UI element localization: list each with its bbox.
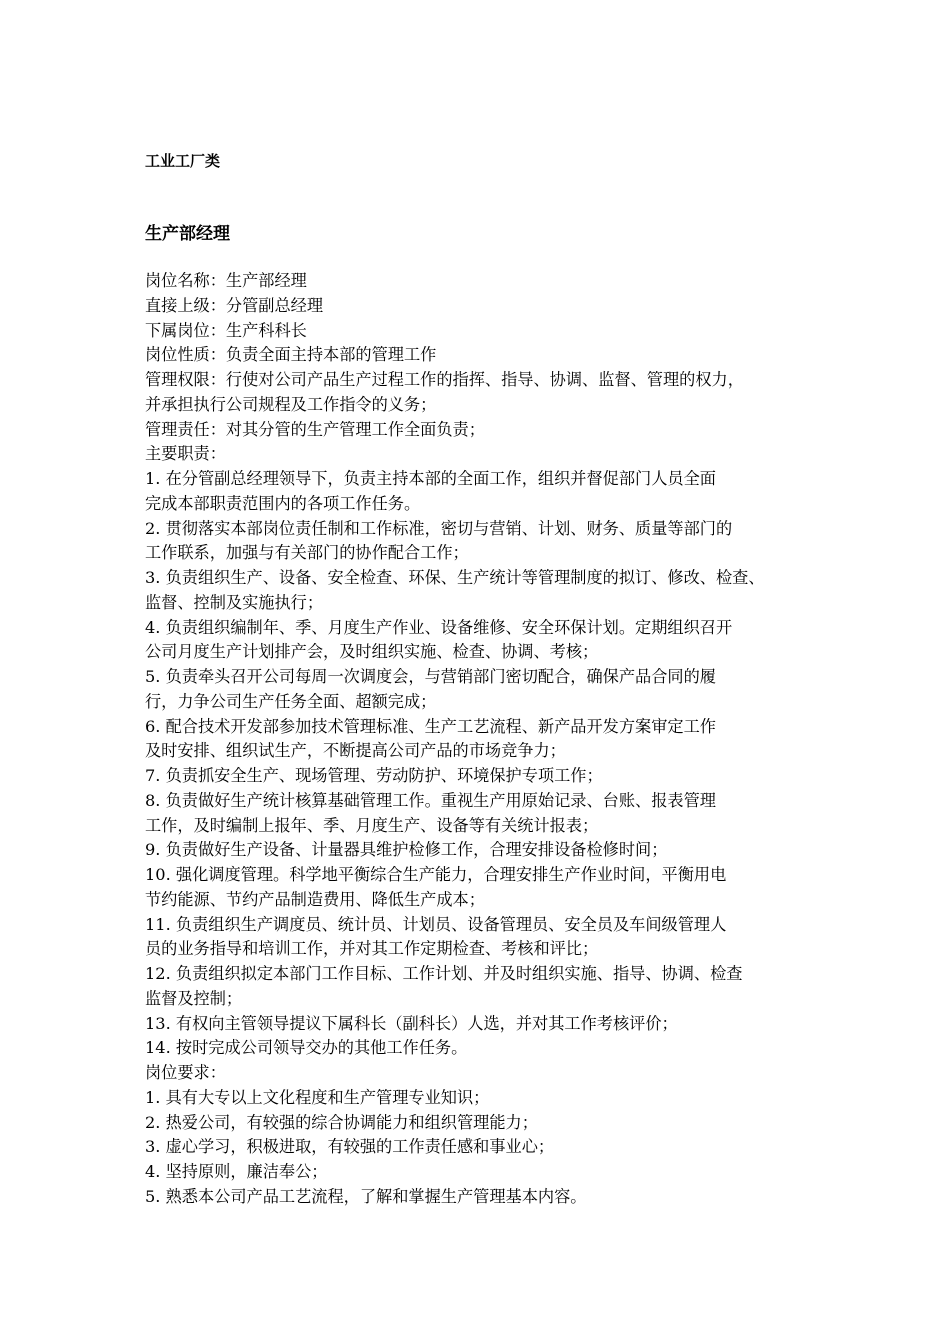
body-line: 管理责任：对其分管的生产管理工作全面负责； [145, 419, 485, 439]
body-line: 1. 在分管副总经理领导下，负责主持本部的全面工作，组织并督促部门人员全面 [145, 469, 716, 488]
body-line: 监督、控制及实施执行； [145, 592, 324, 612]
body-line: 10. 强化调度管理。科学地平衡综合生产能力，合理安排生产作业时间，平衡用电 [145, 865, 727, 884]
body-line: 7. 负责抓安全生产、现场管理、劳动防护、环境保护专项工作； [145, 766, 603, 785]
body-line: 节约能源、节约产品制造费用、降低生产成本； [145, 889, 485, 909]
body-line: 4. 坚持原则，廉洁奉公； [145, 1162, 328, 1181]
body-line: 3. 虚心学习，积极进取，有较强的工作责任感和事业心； [145, 1137, 555, 1157]
body-line: 员的业务指导和培训工作，并对其工作定期检查、考核和评比； [145, 939, 599, 959]
body-line: 及时安排、组织试生产，不断提高公司产品的市场竞争力； [145, 741, 566, 761]
body-line: 6. 配合技术开发部参加技术管理标准、生产工艺流程、新产品开发方案审定工作 [145, 716, 716, 736]
body-line: 管理权限：行使对公司产品生产过程工作的指挥、指导、协调、监督、管理的权力， [145, 370, 744, 389]
body-line: 4. 负责组织编制年、季、月度生产作业、设备维修、安全环保计划。定期组织召开 [145, 617, 733, 637]
document-body [145, 269, 845, 1210]
body-line: 14. 按时完成公司领导交办的其他工作任务。 [145, 1038, 468, 1058]
document-title: 生产部经理 [145, 224, 230, 244]
body-line: 12. 负责组织拟定本部门工作目标、工作计划、并及时组织实施、指导、协调、检查 [145, 964, 743, 983]
body-line: 8. 负责做好生产统计核算基础管理工作。重视生产用原始记录、台账、报表管理 [145, 790, 716, 810]
body-line: 岗位要求： [145, 1063, 226, 1082]
body-line: 岗位名称：生产部经理 [145, 271, 307, 290]
body-line: 13. 有权向主管领导提议下属科长（副科长）人选，并对其工作考核评价； [145, 1013, 678, 1033]
body-line: 工作联系，加强与有关部门的协作配合工作； [145, 543, 469, 563]
body-line: 下属岗位：生产科科长 [145, 320, 307, 340]
body-line: 主要职责： [145, 444, 226, 464]
body-line: 5. 熟悉本公司产品工艺流程，了解和掌握生产管理基本内容。 [145, 1186, 587, 1206]
body-line: 1. 具有大专以上文化程度和生产管理专业知识； [145, 1087, 490, 1107]
category-heading: 工业工厂类 [145, 152, 221, 170]
body-line: 直接上级：分管副总经理 [145, 295, 324, 315]
body-line: 11. 负责组织生产调度员、统计员、计划员、设备管理员、安全员及车间级管理人 [145, 914, 727, 934]
body-line: 岗位性质：负责全面主持本部的管理工作 [145, 345, 437, 365]
body-line: 并承担执行公司规程及工作指令的义务； [145, 394, 437, 414]
body-line: 公司月度生产计划排产会，及时组织实施、检查、协调、考核； [145, 642, 599, 662]
body-line: 监督及控制； [145, 988, 243, 1008]
body-line: 2. 热爱公司，有较强的综合协调能力和组织管理能力； [145, 1112, 538, 1132]
body-line: 3. 负责组织生产、设备、安全检查、环保、生产统计等管理制度的拟订、修改、检查、 [145, 568, 765, 587]
body-line: 行，力争公司生产任务全面、超额完成； [145, 691, 437, 711]
body-line: 9. 负责做好生产设备、计量器具维护检修工作，合理安排设备检修时间； [145, 840, 668, 860]
body-line: 工作，及时编制上报年、季、月度生产、设备等有关统计报表； [145, 815, 599, 835]
body-line: 2. 贯彻落实本部岗位责任制和工作标准，密切与营销、计划、财务、质量等部门的 [145, 518, 733, 538]
body-line: 完成本部职责范围内的各项工作任务。 [145, 493, 421, 513]
body-line: 5. 负责牵头召开公司每周一次调度会，与营销部门密切配合，确保产品合同的履 [145, 667, 716, 686]
